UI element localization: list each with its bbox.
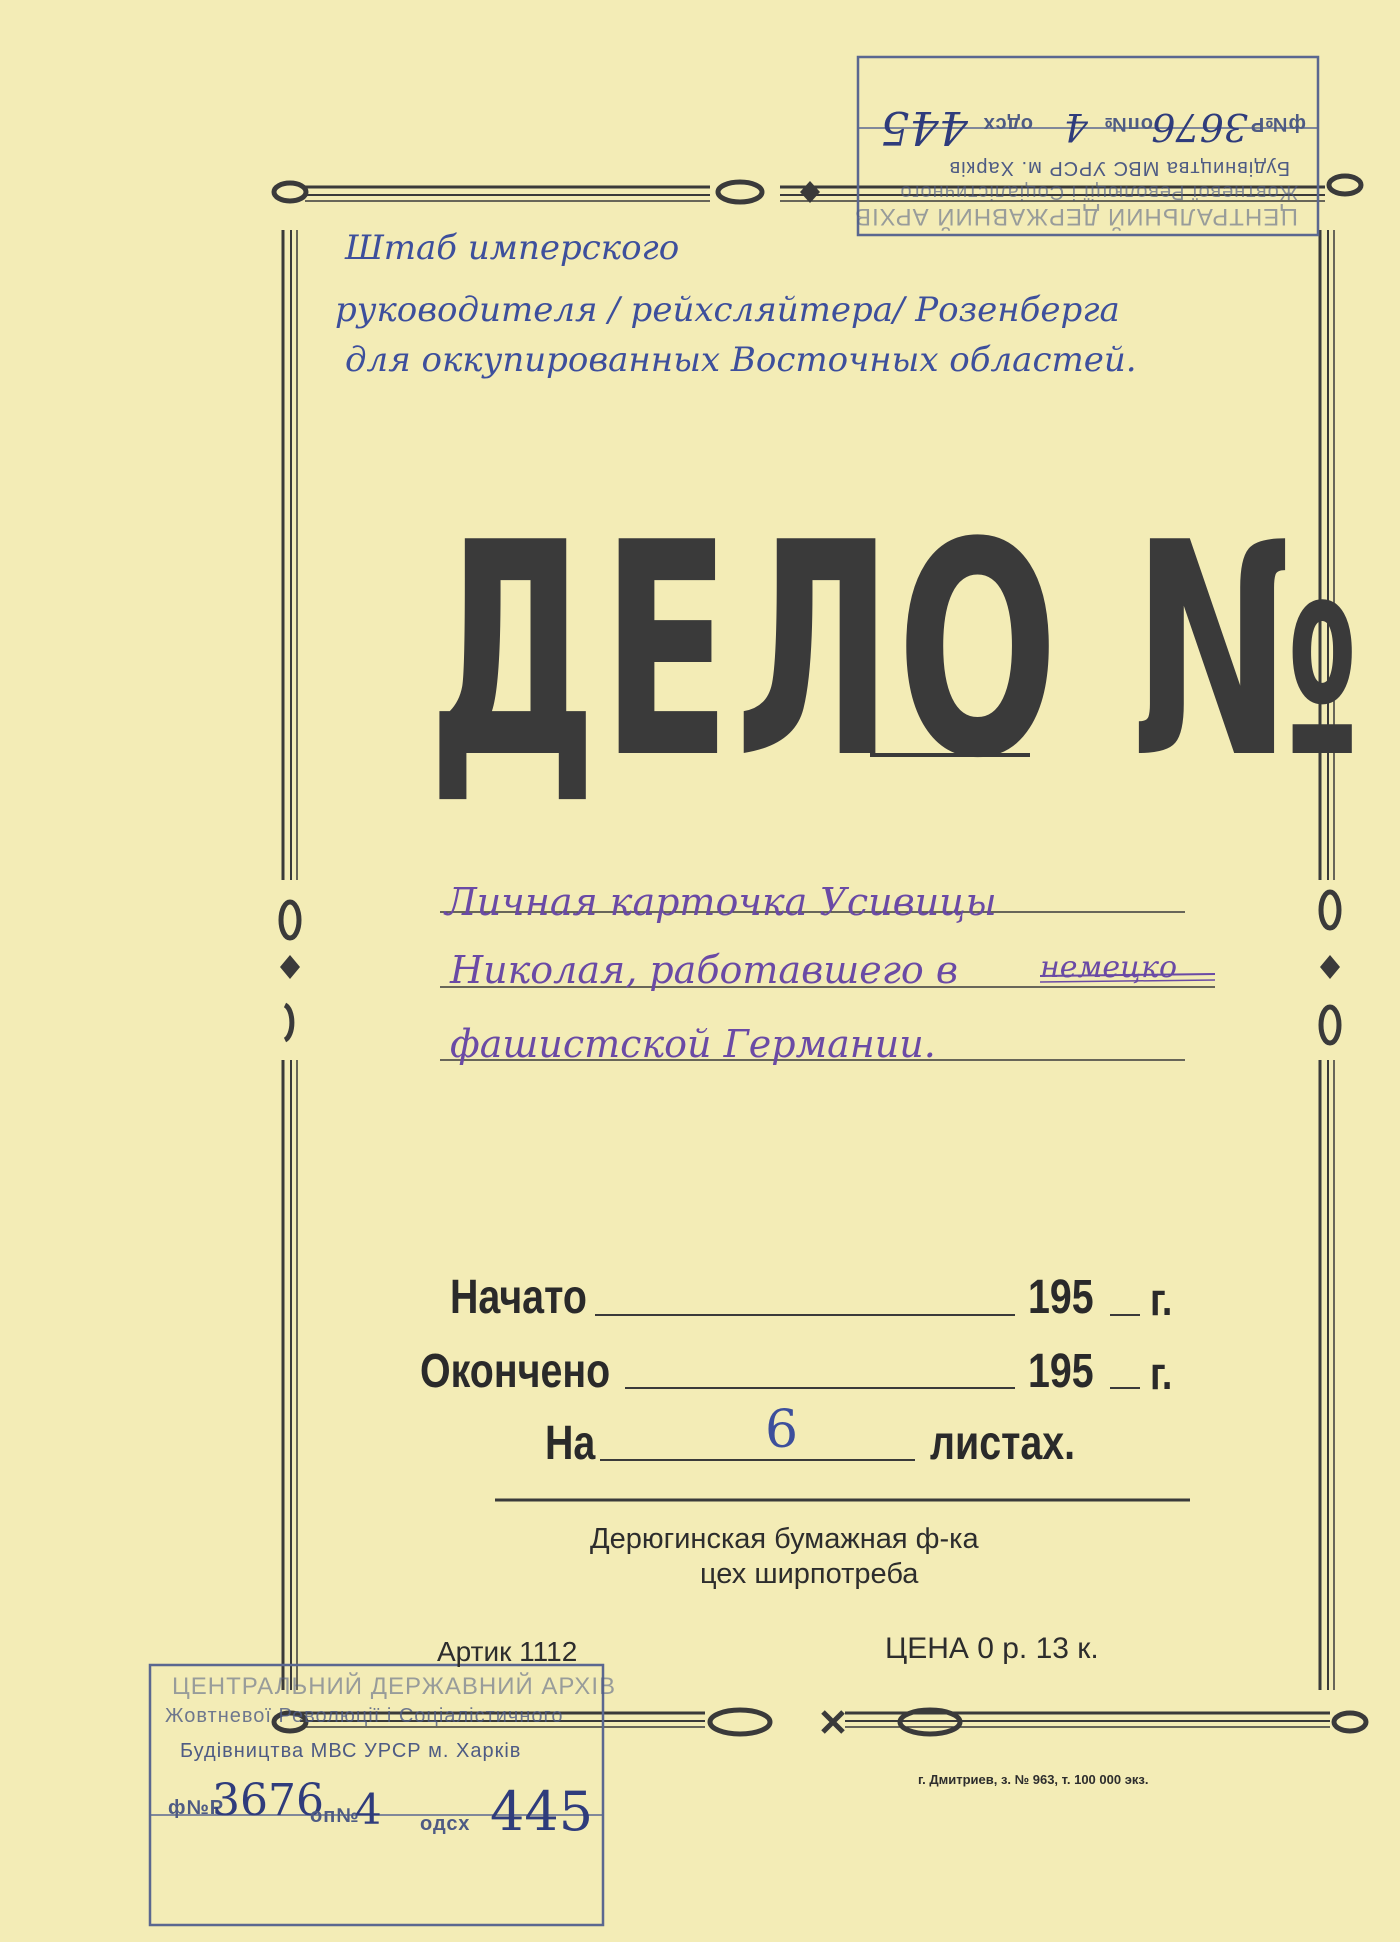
ended-year-prefix: 195 [1028, 1345, 1094, 1398]
printer-info: г. Дмитриев, з. № 963, т. 100 000 экз. [918, 1772, 1149, 1787]
description-line-2-struck: немецко [1040, 950, 1178, 985]
stamp-line-1: ЦЕНТРАЛЬНИЙ ДЕРЖАВНИЙ АРХІВ [172, 1673, 616, 1700]
started-year-suffix: г. [1150, 1273, 1173, 1325]
manufacturer-line-2: цех ширпотреба [700, 1558, 919, 1590]
stamp-line-3: Будівництва МВС УРСР м. Харків [948, 157, 1290, 179]
stamp-file-value: 445 [880, 101, 968, 155]
handwritten-header-line-3: для оккупированных Восточных областей. [345, 340, 1137, 380]
stamp-fond-value: 3676 [212, 1775, 324, 1826]
top-archive-stamp [854, 57, 1318, 235]
stamp-line-1: ЦЕНТРАЛЬНИЙ ДЕРЖАВНИЙ АРХІВ [854, 203, 1298, 230]
stamp-file-label: одсх [420, 1813, 471, 1835]
started-label: Начато [450, 1271, 587, 1324]
sheets-count-value: 6 [765, 1400, 799, 1460]
stamp-fond-value: 3676 [1151, 105, 1248, 149]
stamp-fond-label: ф№Р [1249, 113, 1306, 135]
description-line-1: Личная карточка Усивицы [445, 880, 997, 924]
stamp-line-2: Жовтневої Революції і Соціалістичного [899, 181, 1298, 203]
price: ЦЕНА 0 р. 13 к. [885, 1632, 1099, 1665]
stamp-opis-label: оп№ [1103, 113, 1153, 135]
stamp-opis-label: оп№ [310, 1805, 360, 1827]
started-year-prefix: 195 [1028, 1271, 1094, 1324]
sheets-label-before: На [545, 1417, 596, 1470]
description-line-3: фашистской Германии. [450, 1022, 936, 1066]
manufacturer-line-1: Дерюгинская бумажная ф-ка [590, 1523, 979, 1555]
stamp-file-value: 445 [490, 1780, 594, 1843]
article-number: Артик 1112 [437, 1636, 578, 1667]
handwritten-header-line-1: Штаб имперского [345, 228, 680, 268]
stamp-file-label: одсх [982, 113, 1033, 135]
stamp-line-3: Будівництва МВС УРСР м. Харків [180, 1740, 522, 1762]
page-title: ДЕЛО № [428, 480, 1366, 823]
ended-year-suffix: г. [1150, 1347, 1173, 1399]
stamp-fond-label: ф№Р [168, 1797, 225, 1819]
sheets-label-after: листах. [930, 1417, 1076, 1470]
description-line-2: Николая, работавшего в [450, 948, 958, 992]
stamp-opis-value: 4 [1063, 105, 1088, 149]
ended-label: Окончено [420, 1345, 611, 1398]
stamp-line-2: Жовтневої Революції і Соціалістичного [165, 1705, 564, 1727]
stamp-opis-value: 4 [355, 1785, 382, 1834]
bottom-archive-stamp [150, 1665, 616, 1925]
handwritten-header-line-2: руководителя / рейхсляйтера/ Розенберга [335, 290, 1120, 330]
